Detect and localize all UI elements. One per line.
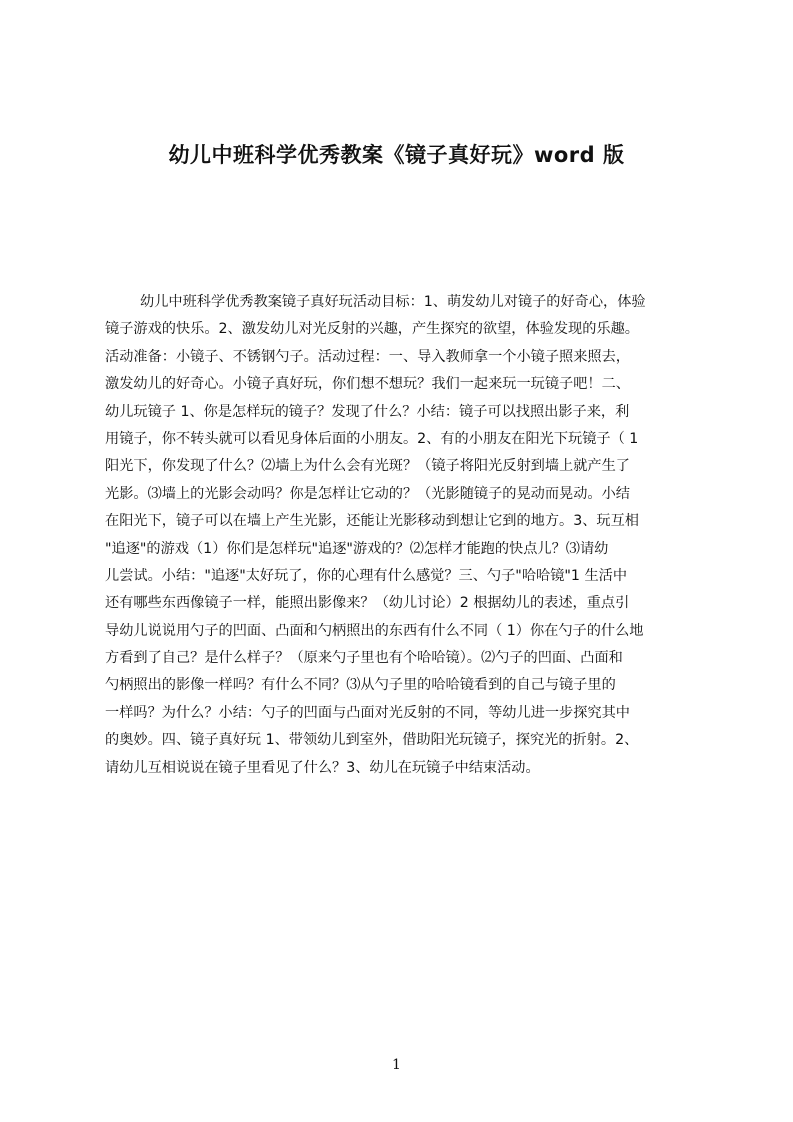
body-line: 请幼儿互相说说在镜子里看见了什么？3、幼儿在玩镜子中结束活动。 [105, 759, 540, 776]
body-line: 阳光下，你发现了什么？⑵墙上为什么会有光斑？（镜子将阳光反射到墙上就产生了 [105, 458, 630, 475]
body-line: 的奥妙。四、镜子真好玩 1、带领幼儿到室外，借助阳光玩镜子，探究光的折射。2、 [105, 732, 639, 749]
body-line: 活动准备：小镜子、不锈钢勺子。活动过程：一、导入教师拿一个小镜子照来照去， [105, 348, 630, 365]
body-line: 光影。⑶墙上的光影会动吗？你是怎样让它动的？（光影随镜子的晃动而晃动。小结 [105, 485, 630, 502]
page-number: 1 [392, 1057, 401, 1073]
body-line: 一样吗？为什么？小结：勺子的凹面与凸面对光反射的不同，等幼儿进一步探究其中 [105, 704, 630, 721]
body-line: 还有哪些东西像镜子一样，能照出影像来？（幼儿讨论）2 根据幼儿的表述，重点引 [105, 595, 630, 612]
body-line: 勺柄照出的影像一样吗？有什么不同？⑶从勺子里的哈哈镜看到的自己与镜子里的 [105, 677, 616, 694]
body-line: 用镜子，你不转头就可以看见身体后面的小朋友。2、有的小朋友在阳光下玩镜子（ 1 [105, 430, 639, 447]
body-line: 儿尝试。小结："追逐"太好玩了，你的心理有什么感觉？三、勺子"哈哈镜"1 生活中 [105, 567, 628, 584]
body-line: 幼儿玩镜子 1、你是怎样玩的镜子？发现了什么？小结：镜子可以找照出影子来，利 [105, 403, 630, 420]
body-line: 激发幼儿的好奇心。小镜子真好玩，你们想不想玩？我们一起来玩一玩镜子吧！二、 [105, 376, 630, 393]
body-line: 导幼儿说说用勺子的凹面、凸面和勺柄照出的东西有什么不同（ 1）你在勺子的什么地 [105, 622, 644, 639]
body-line: "追逐"的游戏（1）你们是怎样玩"追逐"游戏的？⑵怎样才能跑的快点儿？⑶请幼 [105, 540, 609, 557]
body-line: 镜子游戏的快乐。2、激发幼儿对光反射的兴趣，产生探究的欲望，体验发现的乐趣。 [105, 321, 639, 338]
body-line: 在阳光下，镜子可以在墙上产生光影，还能让光影移动到想让它到的地方。3、玩互相 [105, 513, 639, 530]
document-title: 幼儿中班科学优秀教案《镜子真好玩》word 版 [168, 143, 625, 167]
body-line: 方看到了自己？是什么样子？（原来勺子里也有个哈哈镜）。⑵勺子的凹面、凸面和 [105, 650, 623, 667]
body-line: 幼儿中班科学优秀教案镜子真好玩活动目标：1、萌发幼儿对镜子的好奇心，体验 [140, 294, 646, 310]
document-body [105, 289, 695, 782]
